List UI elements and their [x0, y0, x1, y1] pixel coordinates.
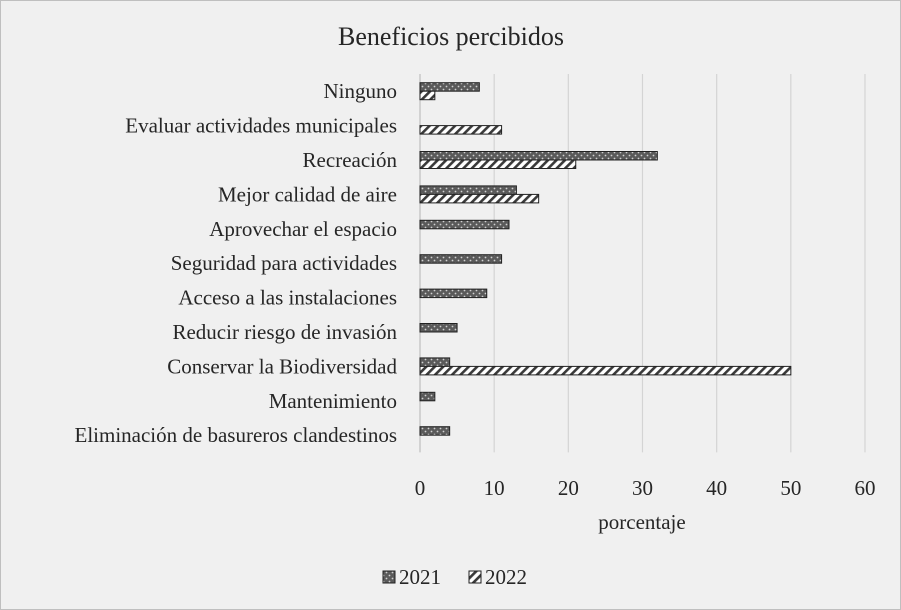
- legend-label-2021: 2021: [399, 565, 441, 589]
- bar-2022-2: [420, 126, 502, 135]
- category-label: Mantenimiento: [268, 388, 397, 413]
- x-tick-label: 10: [483, 476, 505, 500]
- bar-2021-3: [420, 152, 657, 161]
- category-label: Ninguno: [323, 79, 397, 104]
- bar-2021-8: [420, 324, 457, 333]
- x-tick-labels: [415, 476, 876, 500]
- bar-2021-4: [420, 186, 516, 195]
- bar-2021-7: [420, 289, 487, 298]
- bar-2021-11: [420, 427, 450, 436]
- category-label: Conservar la Biodiversidad: [167, 354, 397, 379]
- legend: [383, 565, 527, 589]
- bar-2022-1: [420, 91, 435, 100]
- bar-2022-4: [420, 194, 539, 203]
- category-label: Seguridad para actividades: [170, 251, 397, 276]
- x-tick-label: 30: [632, 476, 653, 500]
- bar-2021-9: [420, 358, 450, 367]
- bar-2021-6: [420, 255, 502, 264]
- bars: [420, 83, 791, 436]
- bar-chart: [1, 1, 900, 609]
- legend-swatch-2021: [383, 571, 395, 583]
- x-tick-label: 0: [414, 476, 426, 500]
- legend-label-2022: 2022: [485, 565, 527, 589]
- bar-2021-10: [420, 392, 435, 401]
- category-label: Evaluar actividades municipales: [125, 113, 397, 138]
- x-axis-title: porcentaje: [598, 510, 686, 534]
- bar-2022-3: [420, 160, 576, 169]
- category-label: Aprovechar el espacio: [209, 216, 397, 241]
- bar-2022-9: [420, 366, 791, 375]
- x-tick-label: 50: [780, 476, 802, 500]
- bar-2021-5: [420, 220, 509, 229]
- x-tick-label: 20: [557, 476, 579, 500]
- category-labels: [75, 79, 398, 447]
- category-label: Eliminación de basureros clandestinos: [74, 423, 397, 448]
- category-label: Recreación: [302, 148, 397, 172]
- legend-swatch-2022: [469, 571, 481, 583]
- category-label: Reducir riesgo de invasión: [172, 320, 397, 344]
- category-label: Acceso a las instalaciones: [178, 285, 397, 310]
- bar-2021-1: [420, 83, 479, 92]
- x-tick-label: 40: [706, 476, 728, 500]
- chart-title: Beneficios percibidos: [338, 22, 564, 51]
- category-label: Mejor calidad de aire: [218, 182, 397, 207]
- x-tick-label: 60: [854, 476, 876, 500]
